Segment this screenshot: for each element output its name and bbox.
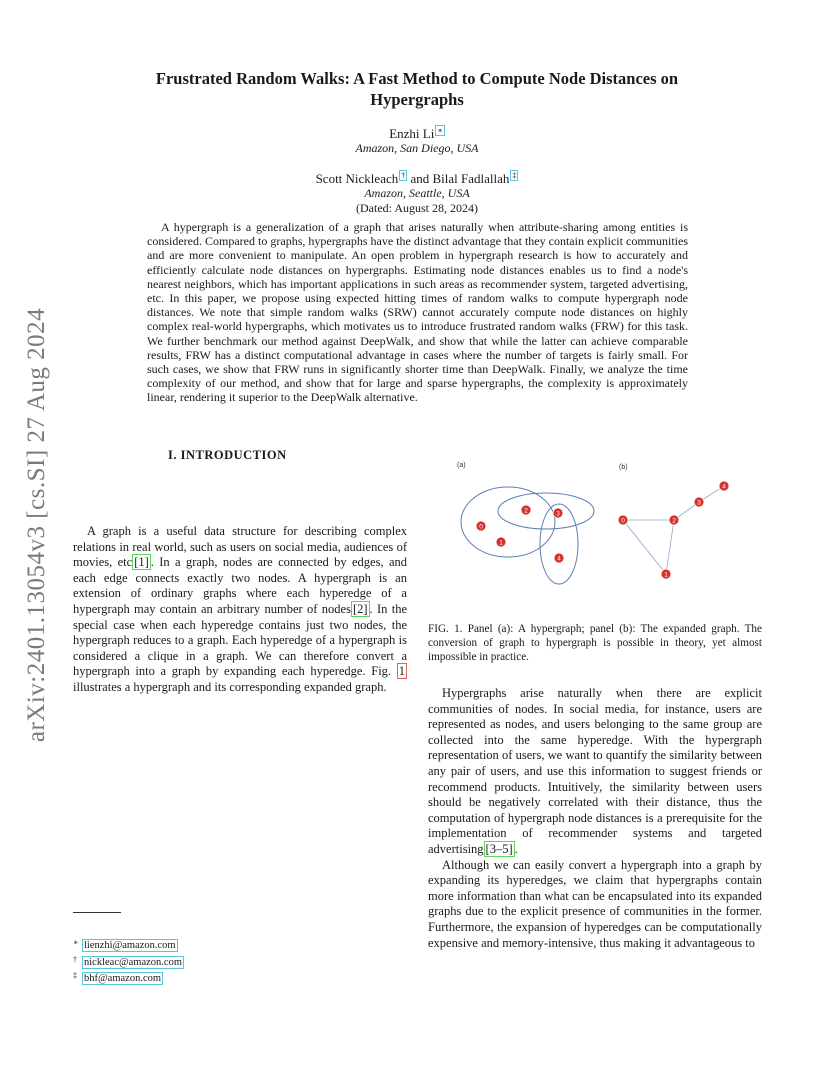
figure-caption: FIG. 1. Panel (a): A hypergraph; panel (b): The expanded graph. The conversion of graph to hypergraph is possible in theory, yet almost impossible in practice.: [428, 623, 762, 663]
panel-b-label: (b): [619, 464, 628, 471]
footnote: [73, 953, 184, 970]
node-label: 1: [664, 571, 668, 579]
graph-edge: [666, 517, 676, 574]
node: [521, 505, 531, 515]
node: [476, 521, 486, 531]
author-line-2: [100, 171, 734, 186]
node: [719, 481, 729, 491]
node-label: 2: [524, 507, 528, 515]
footnote: [73, 969, 184, 986]
text-run: Hypergraphs arise naturally when there are explicit communities of nodes. In social media, for instance, users are represented as nodes, and users belonging to the same group are collected into the same hyperedge. With the hypergraph representation of users, we want to quantify the similarity between any pair of users, and use this information to suggest friends or recommend products. Intuitively, the similarity between users should be negatively correlated with their distance, thus the computation of hypergraph node distances is a prerequisite for the implementation of recommender systems and targeted advertising: [428, 686, 762, 856]
footnote-rule: [73, 912, 121, 913]
affiliation-1: Amazon, San Diego, USA: [355, 141, 479, 155]
email-link[interactable]: lienzhi@amazon.com: [84, 940, 176, 951]
text-run: illustrates a hypergraph and its corresponding expanded graph.: [73, 679, 387, 694]
email-link[interactable]: nickleac@amazon.com: [84, 956, 182, 968]
author-name: Bilal Fadlallah: [432, 171, 510, 186]
paper-title: [100, 68, 734, 110]
node-label: 1: [499, 539, 503, 547]
node-label: 0: [479, 523, 483, 531]
footnote-mark: ∗: [73, 938, 79, 947]
footnote-mark: ‡: [73, 971, 77, 980]
hypergraph-figure: [428, 456, 762, 616]
text-run: .: [514, 841, 518, 856]
right-column: [428, 686, 762, 951]
node: [553, 508, 563, 518]
node: [694, 497, 704, 507]
citation-link[interactable]: [2]: [352, 601, 368, 616]
abstract: [147, 220, 688, 405]
left-column: [73, 524, 407, 696]
node: [496, 537, 506, 547]
abstract-text: A hypergraph is a generalization of a graph that arises naturally when attribute-sharing among entities is considered. Compared to graphs, hypergraphs have the distinct advantage that they contain explicit communities and are more convenient to manipulate. An open problem in hypergraph research is how to accurately and efficiently calculate node distances on hypergraphs. Estimating node distances enables us to find a node's nearest neighbors, which has important applications in such areas as recommender system, targeted advertising, etc. In this paper, we propose using expected hitting times of random walks to compute hypergraph node distances. We note that simple random walks (SRW) cannot accurately compute node distances on highly complex real-world hypergraphs, which motivates us to introduce frustrated random walks (FRW) for this task. We further benchmark our method against DeepWalk, and show that while the latter can achieve comparable results, FRW has a distinct computational advantage in cases where the number of targets is fairly small. For such cases, we show that FRW runs in significantly shorter time than DeepWalk. Finally, we analyze the time complexity of our method, and show that for large and sparse hypergraphs, the complexity is approximately linear, rendering it superior to the DeepWalk alternative.: [147, 220, 688, 405]
panel-a-label: (a): [457, 462, 466, 469]
node-label: 4: [557, 555, 561, 563]
author-footnote-link[interactable]: ∗: [437, 126, 443, 135]
citation-link[interactable]: [3–5]: [485, 841, 513, 856]
node-label: 2: [672, 517, 676, 525]
author-name: Enzhi Li: [389, 126, 435, 141]
intro-paragraph-1: [73, 524, 407, 696]
intro-paragraph-3: Although we can easily convert a hypergraph into a graph by expanding its hyperedges, we claim that hypergraphs contain more information than what can be encapsulated into its expanded graphs due to the explicit presence of communities in the former. Furthermore, the expansion of hyperedges can be computationally expensive and memory-intensive, thus making it advantageous to: [428, 857, 762, 950]
section-heading: I. INTRODUCTION: [168, 448, 287, 462]
graph-edge: [621, 517, 666, 574]
title-line-2: Hypergraphs: [370, 90, 464, 109]
figure-1: [428, 456, 762, 616]
hyperedge: [498, 493, 594, 529]
node-label: 0: [621, 517, 625, 525]
affiliation-2: Amazon, Seattle, USA: [364, 186, 470, 200]
author-name: Scott Nickleach: [315, 171, 399, 186]
footnotes: [73, 936, 184, 986]
node-label: 3: [697, 499, 701, 507]
node: [669, 515, 679, 525]
author-line-1: [100, 126, 734, 141]
email-link[interactable]: bhf@amazon.com: [84, 973, 162, 984]
author-conjunction: and: [410, 171, 430, 186]
node-label: 4: [722, 483, 726, 491]
arxiv-stamp: [22, 290, 52, 760]
node: [661, 569, 671, 579]
node: [618, 515, 628, 525]
author-footnote-link[interactable]: †: [401, 171, 406, 180]
node-label: 3: [556, 510, 560, 518]
text-run: . In a graph, nodes are connected by edges, and each edge connects exactly two nodes. A hypergraph is an extension of ordinary graphs where each hyperedge of a hypergraph may contain an arbitrary number of nodes: [73, 555, 407, 616]
figure-link[interactable]: 1: [398, 664, 405, 679]
citation-link[interactable]: [1]: [134, 555, 149, 570]
arxiv-id: arXiv:2401.13054v3 [cs.SI] 27 Aug 2024: [23, 307, 50, 743]
dated-line: (Dated: August 28, 2024): [356, 201, 478, 215]
intro-paragraph-2: [428, 686, 762, 858]
text-run: A graph is a useful data structure for describing complex relations in real world, such as users on social media, audiences of movies, etc: [73, 524, 407, 570]
footnote: [73, 936, 184, 953]
footnote-mark: †: [73, 954, 77, 964]
title-line-1: Frustrated Random Walks: A Fast Method to Compute Node Distances on: [155, 69, 679, 88]
node: [554, 553, 564, 563]
author-footnote-link[interactable]: ‡: [512, 171, 517, 180]
text-run: . In the special case when each hyperedge contains just two nodes, the hypergraph reduces to a graph. Each hyperedge of a hypergraph is considered a clique in a graph. We can therefore convert a hypergraph into a graph by expanding each hyperedge. Fig.: [73, 601, 407, 679]
